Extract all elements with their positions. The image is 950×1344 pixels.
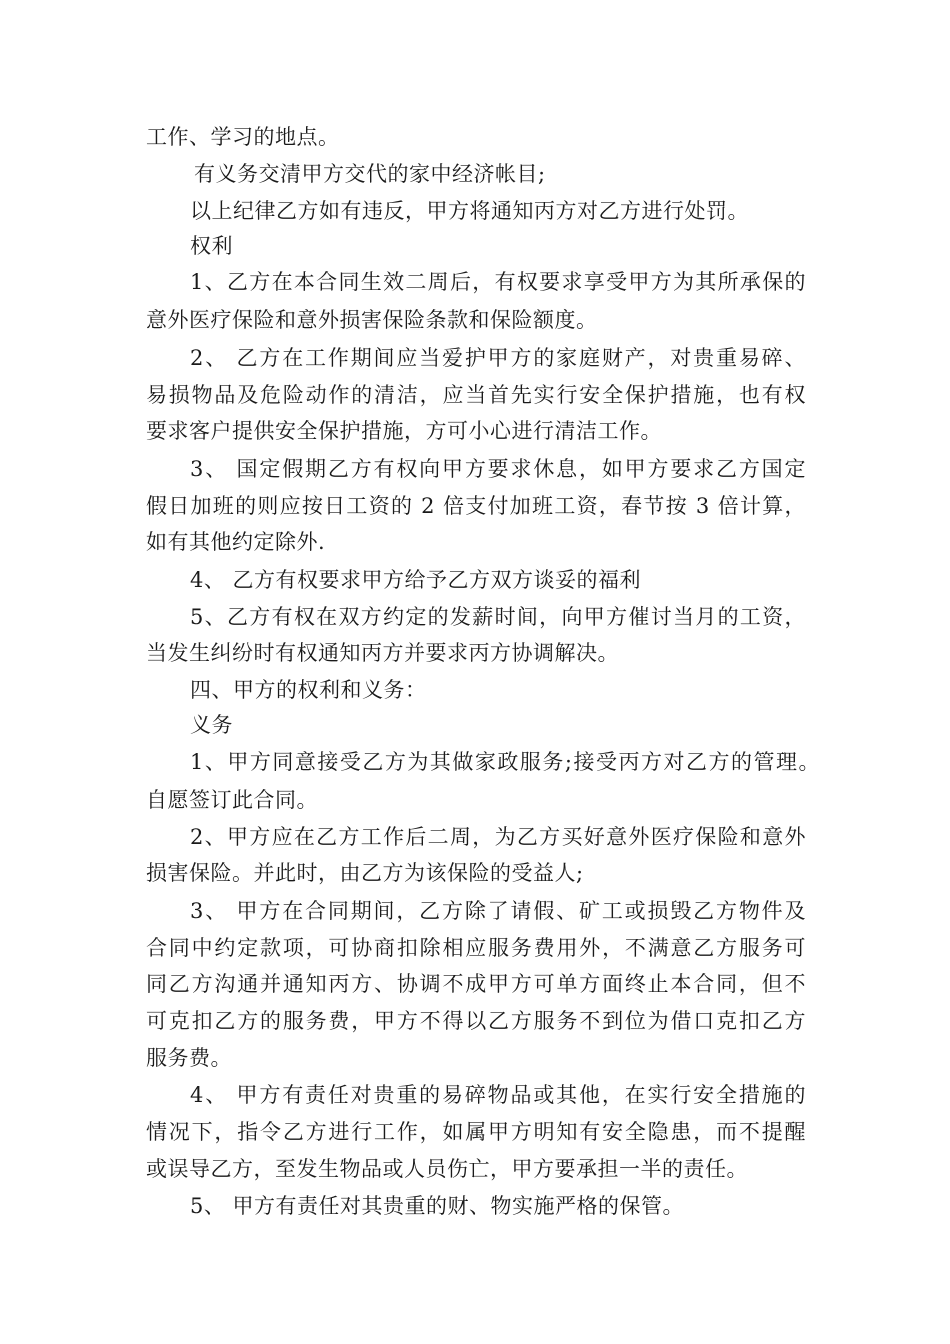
text-line: 5、乙方有权在双方约定的发薪时间，向甲方催讨当月的工资， (190, 605, 806, 629)
text-line: 自愿签订此合同。 (146, 788, 318, 812)
text-line: 1、乙方在本合同生效二周后，有权要求享受甲方为其所承保的 (190, 270, 806, 294)
text-line: 3、 甲方在合同期间，乙方除了请假、矿工或损毁乙方物件及 (190, 899, 806, 923)
section-heading: 义务 (190, 713, 233, 737)
text-line: 服务费。 (146, 1046, 232, 1070)
text-line: 可克扣乙方的服务费，甲方不得以乙方服务不到位为借口克扣乙方 (146, 1009, 806, 1033)
section-heading: 权利 (190, 234, 233, 258)
text-line: 2、 乙方在工作期间应当爱护甲方的家庭财产，对贵重易碎、 (190, 346, 806, 370)
text-line: 以上纪律乙方如有违反，甲方将通知丙方对乙方进行处罚。 (190, 199, 749, 223)
text-line: 5、 甲方有责任对其贵重的财、物实施严格的保管。 (190, 1194, 685, 1218)
text-line: 如有其他约定除外. (146, 530, 326, 554)
text-line: 要求客户提供安全保护措施，方可小心进行清洁工作。 (146, 419, 662, 443)
text-line: 1、甲方同意接受乙方为其做家政服务;接受丙方对乙方的管理。 (190, 750, 820, 774)
text-line: 合同中约定款项，可协商扣除相应服务费用外，不满意乙方服务可 (146, 936, 806, 960)
section-heading: 四、甲方的权利和义务： (190, 678, 427, 702)
text-line: 当发生纠纷时有权通知丙方并要求丙方协调解决。 (146, 641, 619, 665)
text-line: 同乙方沟通并通知丙方、协调不成甲方可单方面终止本合同，但不 (146, 972, 806, 996)
text-line: 易损物品及危险动作的清洁，应当首先实行安全保护措施，也有权 (146, 383, 806, 407)
text-line: 工作、学习的地点。 (146, 125, 340, 149)
text-line: 3、 国定假期乙方有权向甲方要求休息，如甲方要求乙方国定 (190, 457, 806, 481)
text-line: 意外医疗保险和意外损害保险条款和保险额度。 (146, 308, 598, 332)
text-line: 假日加班的则应按日工资的 2 倍支付加班工资，春节按 3 倍计算， (146, 494, 806, 518)
text-line: 或误导乙方，至发生物品或人员伤亡，甲方要承担一半的责任。 (146, 1157, 748, 1181)
text-line: 有义务交清甲方交代的家中经济帐目; (194, 162, 546, 186)
text-line: 损害保险。并此时，由乙方为该保险的受益人; (146, 861, 584, 885)
text-line: 4、 乙方有权要求甲方给予乙方双方谈妥的福利 (190, 568, 642, 592)
text-line: 情况下，指令乙方进行工作，如属甲方明知有安全隐患，而不提醒 (146, 1120, 806, 1144)
text-line: 4、 甲方有责任对贵重的易碎物品或其他，在实行安全措施的 (190, 1083, 806, 1107)
text-line: 2、甲方应在乙方工作后二周，为乙方买好意外医疗保险和意外 (190, 825, 806, 849)
